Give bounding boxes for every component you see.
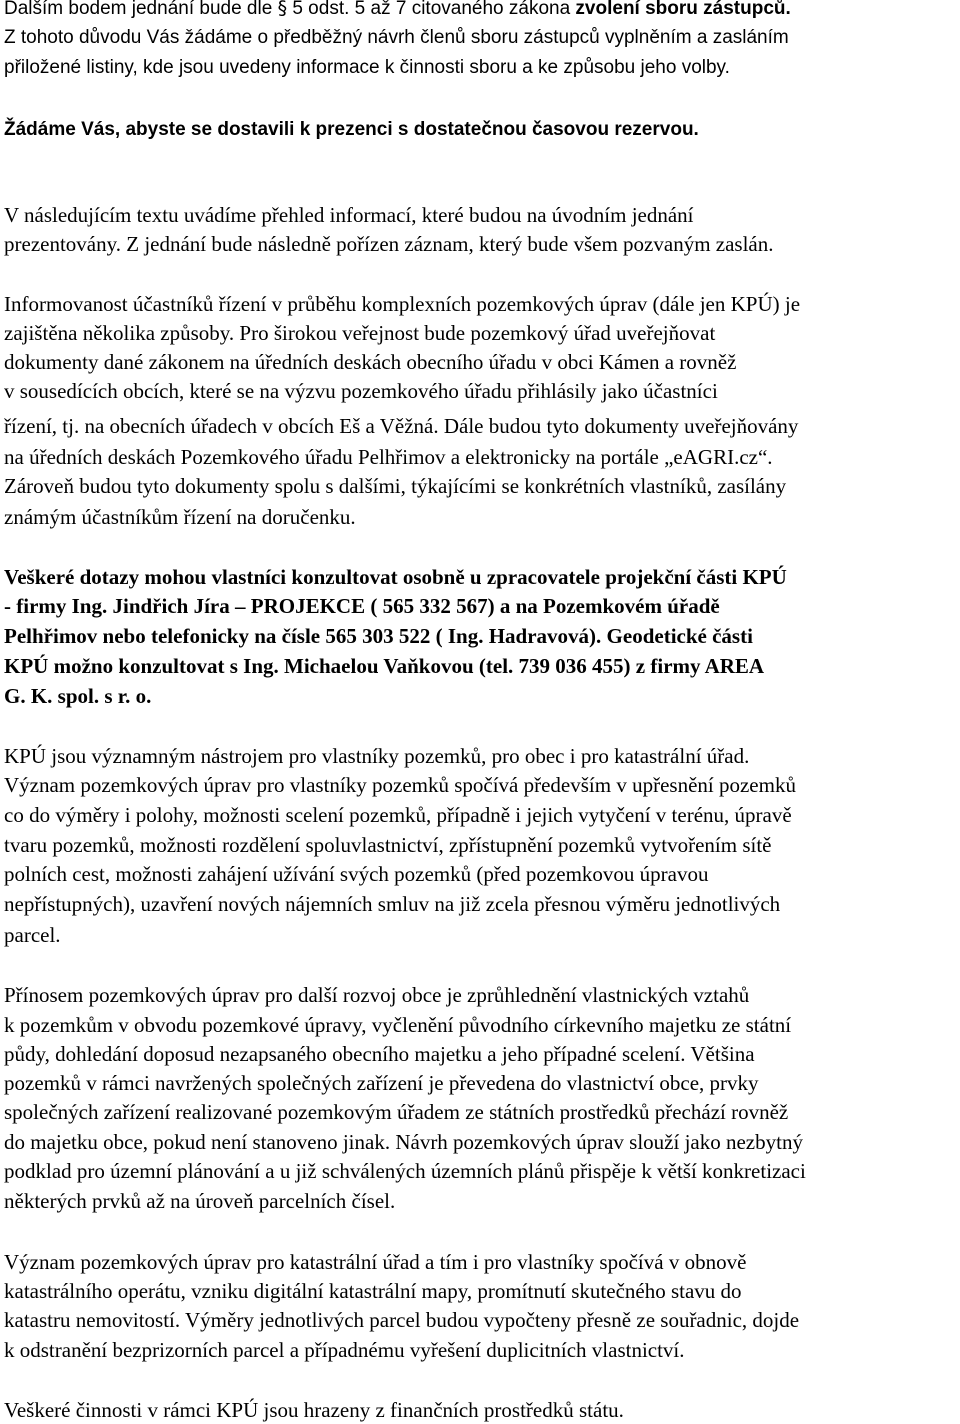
contact-line-1: Veškeré dotazy mohou vlastníci konzultovat osobně u zpracovatele projekční části KPÚ (4, 565, 787, 589)
info-line-6: na úředních deskách Pozemkového úřadu Pelhřimov a elektronicky na portále „eAGRI.cz“. (4, 445, 773, 469)
benefit-line-6: do majetku obce, pokud není stanoveno jinak. Návrh pozemkových úprav slouží jako nezbytný (4, 1130, 803, 1154)
benefit-line-3: půdy, dohledání doposud nezapsaného obecního majetku a jeho případné scelení. Většina (4, 1042, 755, 1066)
contact-line-3: Pelhřimov nebo telefonicky na čísle 565 303 522 ( Ing. Hadravová). Geodetické části (4, 624, 753, 648)
cadastre-line-1: Význam pozemkových úprav pro katastrální úřad a tím i pro vlastníky spočívá v obnově (4, 1250, 747, 1274)
significance-line-3: co do výměry i polohy, možnosti scelení pozemků, případně i jejich vytyčení v terénu, úpravě (4, 803, 792, 827)
benefit-line-8: některých prvků až na úroveň parcelních čísel. (4, 1189, 396, 1213)
significance-line-5: polních cest, možnosti zahájení užívání svých pozemků (před pozemkovou úpravou (4, 862, 709, 886)
contact-line-2: - firmy Ing. Jindřich Jíra – PROJEKCE ( 565 332 567) a na Pozemkovém úřadě (4, 594, 720, 618)
benefit-line-4: pozemků v rámci navržených společných zařízení je převedena do vlastnictví obce, prvky (4, 1071, 759, 1095)
overview-line-2: prezentovány. Z jednání bude následně pořízen záznam, který bude všem pozvaným zaslán. (4, 232, 774, 256)
significance-line-7: parcel. (4, 923, 61, 947)
info-line-4: v sousedících obcích, které se na výzvu pozemkového úřadu přihlásily jako účastníci (4, 379, 718, 403)
significance-line-4: tvaru pozemků, možnosti rozdělení spoluvlastnictví, zpřístupnění pozemků vytvořením sítě (4, 833, 772, 857)
header-line-3: přiložené listiny, kde jsou uvedeny informace k činnosti sboru a ke způsobu jeho volby. (4, 57, 730, 78)
funding-line: Veškeré činnosti v rámci KPÚ jsou hrazeny z finančních prostředků státu. (4, 1398, 624, 1422)
info-line-8: známým účastníkům řízení na doručenku. (4, 505, 356, 529)
contact-line-4: KPÚ možno konzultovat s Ing. Michaelou Vaňkovou (tel. 739 036 455) z firmy AREA (4, 654, 765, 678)
cadastre-line-2: katastrálního operátu, vzniku digitální katastrální mapy, promítnutí skutečného stavu do (4, 1279, 742, 1303)
header-text: Dalším bodem jednání bude dle (4, 0, 278, 19)
significance-line-1: KPÚ jsou významným nástrojem pro vlastníky pozemků, pro obec i pro katastrální úřad. (4, 744, 750, 768)
info-line-2: zajištěna několika způsoby. Pro širokou veřejnost bude pozemkový úřad uveřejňovat (4, 321, 716, 345)
header-line-1 (4, 0, 791, 22)
info-line-1: Informovanost účastníků řízení v průběhu komplexních pozemkových úprav (dále jen KPÚ) je (4, 292, 801, 316)
contact-line-5: G. K. spol. s r. o. (4, 684, 152, 708)
benefit-line-7: podklad pro územní plánování a u již schválených územních plánů přispěje k větší konkretizaci (4, 1159, 806, 1183)
header-text: 5 odst. 5 až 7 citovaného zákona (287, 0, 576, 19)
header-emphasis: zvolení sboru zástupců. (575, 0, 791, 19)
info-line-3: dokumenty dané zákonem na úředních deskách obecního úřadu v obci Kámen a rovněž (4, 350, 737, 374)
significance-line-6: nepřístupných), uzavření nových nájemních smluv na již zcela přesnou výměru jednotlivých (4, 892, 781, 916)
benefit-line-2: k pozemkům v obvodu pozemkové úpravy, vyčlenění původního církevního majetku ze státní (4, 1013, 792, 1037)
header-line-2: Z tohoto důvodu Vás žádáme o předběžný návrh členů sboru zástupců vyplněním a zasláním (4, 27, 789, 48)
info-line-5: řízení, tj. na obecních úřadech v obcích Eš a Věžná. Dále budou tyto dokumenty uveřejňovány (4, 414, 799, 438)
benefit-line-5: společných zařízení realizované pozemkovým úřadem ze státních prostředků přechází rovněž (4, 1100, 789, 1124)
cadastre-line-4: k odstranění bezprizorních parcel a případnému vyřešení duplicitních vlastnictví. (4, 1338, 685, 1362)
notice-heading: Žádáme Vás, abyste se dostavili k prezenci s dostatečnou časovou rezervou. (4, 119, 699, 140)
overview-line-1: V následujícím textu uvádíme přehled informací, které budou na úvodním jednání (4, 203, 694, 227)
section-sign: § (277, 0, 288, 19)
cadastre-line-3: katastru nemovitostí. Výměry jednotlivých parcel budou vypočteny přesně ze souřadnic, dojde (4, 1308, 800, 1332)
benefit-line-1: Přínosem pozemkových úprav pro další rozvoj obce je zprůhlednění vlastnických vztahů (4, 983, 750, 1007)
info-line-7: Zároveň budou tyto dokumenty spolu s dalšími, týkajícími se konkrétních vlastníků, zasílány (4, 474, 787, 498)
significance-line-2: Význam pozemkových úprav pro vlastníky pozemků spočívá především v upřesnění pozemků (4, 773, 796, 797)
